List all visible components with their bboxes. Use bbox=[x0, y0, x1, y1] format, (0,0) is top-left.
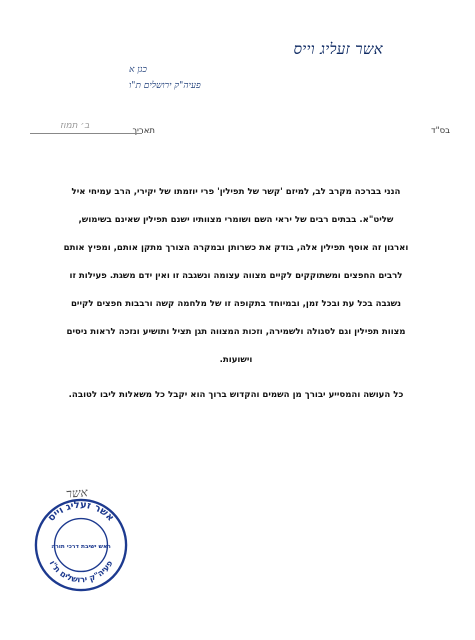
letterhead-name: אשר זעליג וייס bbox=[293, 40, 383, 58]
body-line: נשגבה בכל עת ובכל זמן, ובמיוחד בתקופה זו של מלחמה קשה ורבבות חפצים לקיים bbox=[70, 299, 402, 309]
rabbinical-stamp bbox=[32, 496, 130, 594]
closing-line: כל העושה והמסייע יבורך מן השמים והקדוש ברוך הוא יקבל כל משאלות ליבו לטובה. bbox=[68, 390, 404, 400]
date-label: תאריך bbox=[132, 126, 155, 136]
date-underline bbox=[30, 133, 142, 134]
letterhead bbox=[123, 40, 383, 91]
letter-body bbox=[36, 178, 436, 374]
body-line: מצוות תפילין וגם לסגולה ולשמירה, וזכות המצווה תגן תציל ותושיע ונזכה לראות ניסים bbox=[66, 327, 406, 337]
stamp-top-text: אשר זעליג וייס bbox=[45, 499, 117, 524]
besd-header: בס"ד bbox=[431, 126, 450, 136]
handwritten-signature: אשר bbox=[65, 485, 89, 501]
stamp-inner-text: ראש ישיבת דרכי תורה bbox=[51, 543, 111, 550]
stamp-bottom-text: פעיה"ק ירושלים ת"ו bbox=[47, 558, 115, 585]
body-line: שליט"א. בבתים רבים של יראי השם ושומרי מצוותיו ישנם תפילין שאינם בשימוש, bbox=[78, 215, 394, 225]
letterhead-address-line-1: כגן א bbox=[129, 65, 147, 75]
body-line: לרבים החפצים ומשתוקקים לקיים מצווה עצומה ונשגבה זו ואין ידם משגת. פעילות זו bbox=[69, 271, 403, 281]
letterhead-address-line-2: פעיה"ק ירושלים ת"ו bbox=[129, 81, 201, 91]
meta-row bbox=[30, 121, 450, 140]
body-line: וישועות. bbox=[219, 355, 253, 365]
date-value: ב׳ תמוז bbox=[60, 121, 90, 131]
body-line: וארגון זה אוסף תפילין אלה, בודק את כשרותן ובמקרה הצורך מתקן אותם, ומפיץ אותם bbox=[63, 243, 409, 253]
svg-text:אשר זעליג וייס bbox=[46, 500, 116, 524]
body-line: הנני בברכה מקרב לב, למיזם 'קשר של תפילין' פרי יוזמתו של יקירי, הרב עמיחי איל bbox=[71, 187, 401, 197]
